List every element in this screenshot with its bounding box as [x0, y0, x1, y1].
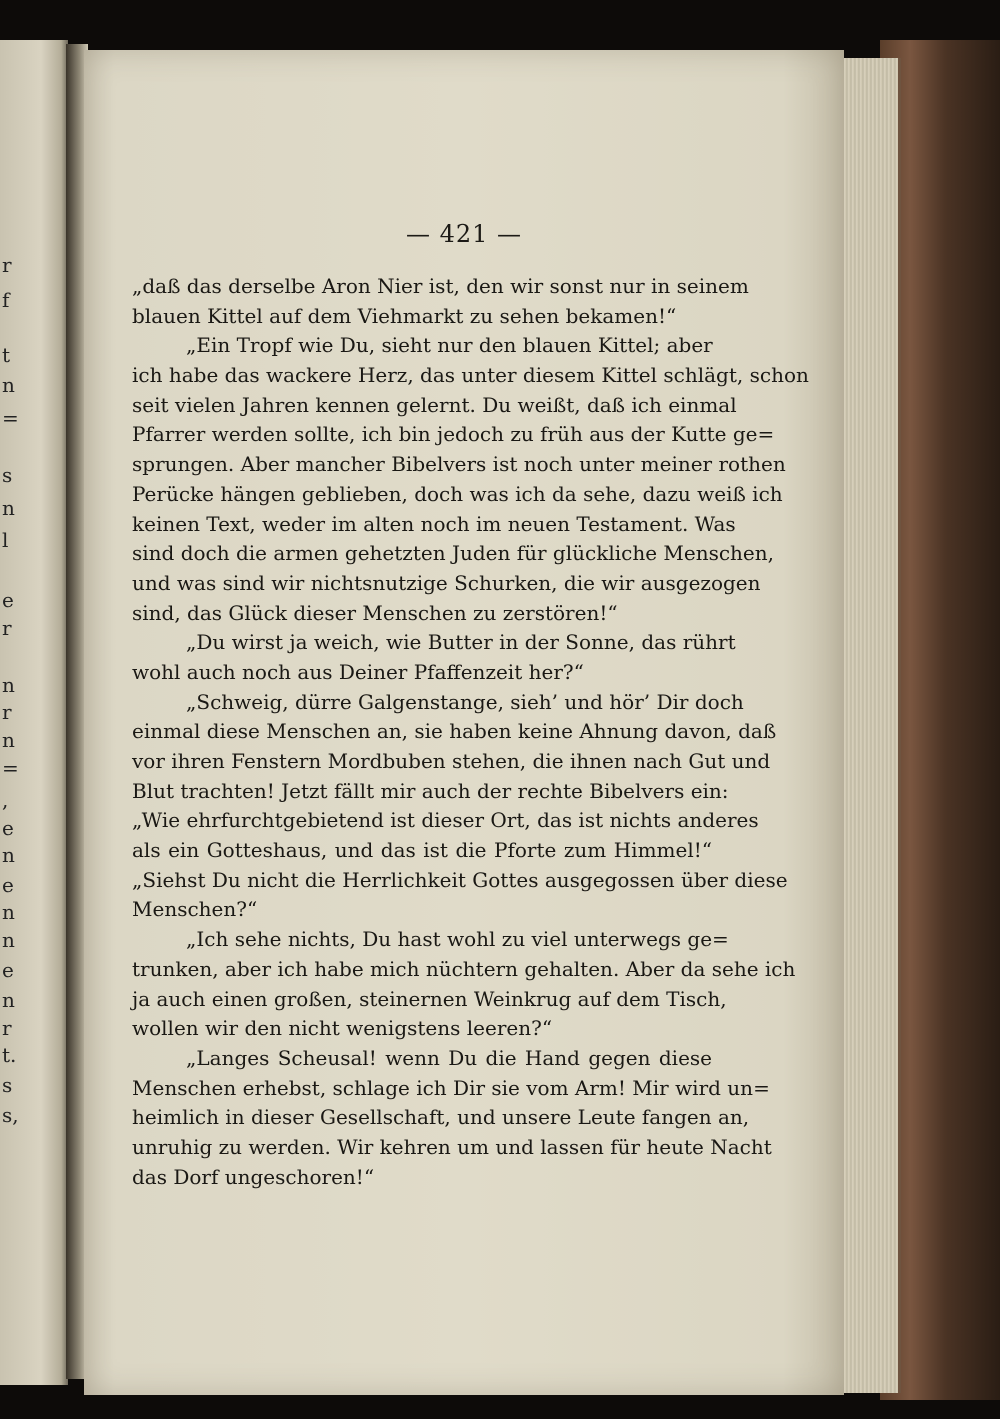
- text-line: Pfarrer werden sollte, ich bin jedoch zu früh aus der Kutte ge=: [132, 422, 775, 447]
- text-line: ich habe das wackere Herz, das unter diesem Kittel schlägt, schon: [132, 363, 809, 388]
- left-page-fragment: n: [2, 728, 15, 752]
- left-page-fragment: =: [2, 756, 19, 780]
- left-page-fragment: s: [2, 1073, 13, 1097]
- text-line: „Ich sehe nichts, Du hast wohl zu viel unterwegs ge=: [186, 927, 729, 952]
- text-line: wollen wir den nicht wenigstens leeren?“: [132, 1016, 553, 1041]
- book-page: [84, 50, 844, 1395]
- left-page-fragment: f: [2, 288, 10, 312]
- left-page-text-fragments: [0, 40, 68, 1385]
- text-line: sind, das Glück dieser Menschen zu zerstören!“: [132, 600, 618, 625]
- text-line: heimlich in dieser Gesellschaft, und unsere Leute fangen an,: [132, 1105, 750, 1130]
- left-page-fragment: =: [2, 406, 19, 430]
- text-line: ja auch einen großen, steinernen Weinkrug auf dem Tisch,: [132, 986, 727, 1011]
- left-page-fragment: l: [2, 528, 9, 552]
- left-page-fragment: e: [2, 588, 14, 612]
- text-line: „Du wirst ja weich, wie Butter in der Sonne, das rührt: [186, 630, 736, 655]
- left-page-fragment: r: [2, 616, 12, 640]
- left-page-fragment: ,: [2, 788, 9, 812]
- text-line: Blut trachten! Jetzt fällt mir auch der rechte Bibelvers ein:: [132, 778, 729, 803]
- text-line: wohl auch noch aus Deiner Pfaffenzeit her?“: [132, 659, 584, 684]
- left-page-fragment: n: [2, 496, 15, 520]
- left-page-fragment: n: [2, 373, 15, 397]
- text-line: seit vielen Jahren kennen gelernt. Du weißt, daß ich einmal: [132, 392, 737, 417]
- left-page-fragment: t.: [2, 1043, 17, 1067]
- left-page-fragment: s,: [2, 1103, 19, 1127]
- left-page-fragment: n: [2, 988, 15, 1012]
- text-line: keinen Text, weder im alten noch im neuen Testament. Was: [132, 511, 736, 536]
- text-line: „daß das derselbe Aron Nier ist, den wir sonst nur in seinem: [132, 274, 749, 298]
- left-page-fragment: s: [2, 463, 13, 487]
- page-stack-edges: [836, 58, 901, 1393]
- left-page-fragment: e: [2, 816, 14, 840]
- text-line: sind doch die armen gehetzten Juden für glückliche Menschen,: [132, 541, 775, 566]
- text-line: sprungen. Aber mancher Bibelvers ist noch unter meiner rothen: [132, 452, 786, 477]
- text-line: unruhig zu werden. Wir kehren um und lassen für heute Nacht: [132, 1134, 772, 1159]
- left-page-fragment: e: [2, 958, 14, 982]
- left-page-fragment: r: [2, 253, 12, 277]
- left-page-fragment: t: [2, 343, 11, 367]
- text-line: „Langes Scheusal! wenn Du die Hand gegen diese: [186, 1045, 712, 1070]
- body-text: [132, 272, 809, 1192]
- text-line: Menschen erhebst, schlage ich Dir sie vom Arm! Mir wird un=: [132, 1075, 770, 1100]
- text-line: das Dorf ungeschoren!“: [132, 1164, 375, 1189]
- page-number: — 421 —: [405, 220, 523, 248]
- text-line: Menschen?“: [132, 897, 258, 922]
- left-page-fragment: r: [2, 1016, 12, 1040]
- text-line: „Schweig, dürre Galgenstange, sieh’ und hör’ Dir doch: [186, 689, 744, 714]
- left-page-fragment: r: [2, 700, 12, 724]
- text-line: blauen Kittel auf dem Viehmarkt zu sehen bekamen!“: [132, 303, 677, 328]
- left-page-fragment: n: [2, 928, 15, 952]
- text-line: und was sind wir nichtsnutzige Schurken, die wir ausgezogen: [132, 570, 761, 595]
- text-line: vor ihren Fenstern Mordbuben stehen, die ihnen nach Gut und: [132, 749, 771, 773]
- text-line: als ein Gotteshaus, und das ist die Pforte zum Himmel!“: [132, 838, 712, 863]
- text-line: „Siehst Du nicht die Herrlichkeit Gottes ausgegossen über diese: [132, 867, 788, 892]
- text-line: einmal diese Menschen an, sie haben keine Ahnung davon, daß: [132, 719, 777, 744]
- left-page-fragment: n: [2, 843, 15, 867]
- left-page-fragment: n: [2, 900, 15, 924]
- text-line: trunken, aber ich habe mich nüchtern gehalten. Aber da sehe ich: [132, 956, 796, 981]
- left-page: [0, 40, 68, 1385]
- text-line: „Ein Tropf wie Du, sieht nur den blauen Kittel; aber: [186, 333, 713, 358]
- left-page-fragment: n: [2, 673, 15, 697]
- text-line: „Wie ehrfurchtgebietend ist dieser Ort, das ist nichts anderes: [132, 808, 759, 833]
- left-page-fragment: e: [2, 873, 14, 897]
- text-line: Perücke hängen geblieben, doch was ich da sehe, dazu weiß ich: [132, 481, 783, 506]
